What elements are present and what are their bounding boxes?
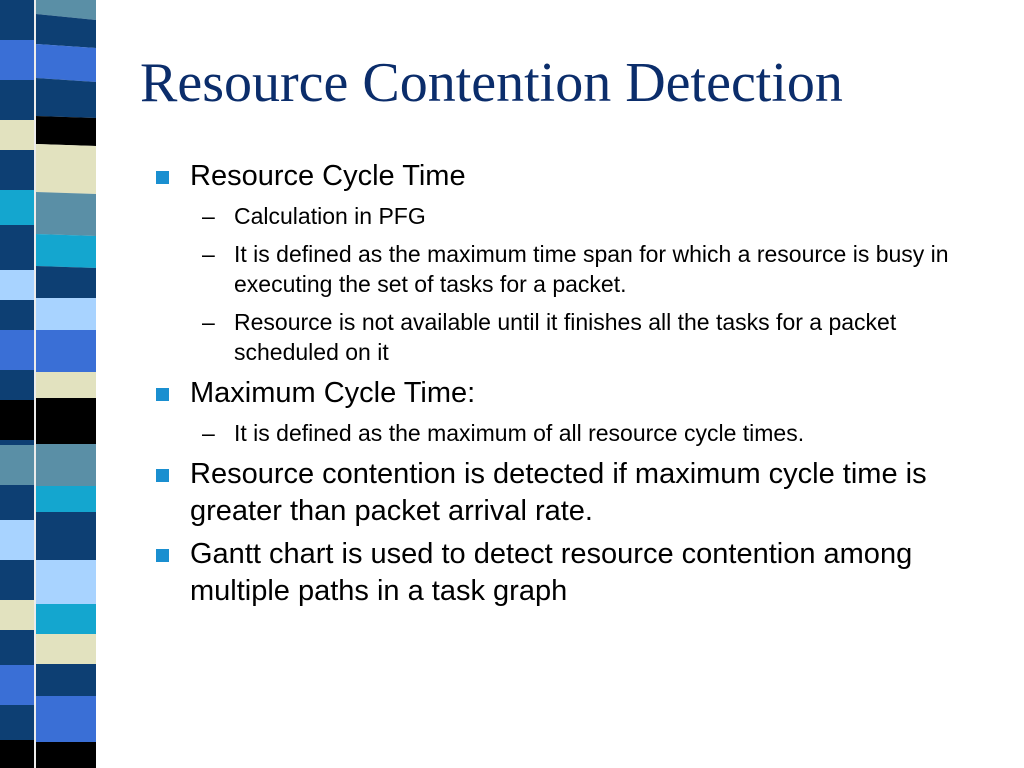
dash-icon: –: [202, 420, 215, 446]
slide-title: Resource Contention Detection: [140, 52, 843, 114]
sub-bullet-text: Resource is not available until it finishes all the tasks for a packet scheduled on it: [234, 309, 897, 365]
bullet-gantt-chart: [150, 536, 990, 610]
square-bullet-icon: [156, 469, 169, 482]
dash-icon: –: [202, 241, 215, 267]
bullet-text: Gantt chart is used to detect resource contention among multiple paths in a task graph: [190, 538, 913, 607]
stripe-pattern: [0, 0, 120, 768]
sub-bullet-text: It is defined as the maximum of all resource cycle times.: [234, 420, 805, 446]
bullet-text: Resource contention is detected if maximum cycle time is greater than packet arrival rate.: [190, 458, 927, 527]
sub-bullet: [150, 418, 990, 448]
sub-bullet: [150, 307, 990, 367]
bullet-text: Maximum Cycle Time:: [190, 377, 476, 409]
bullet-resource-contention: [150, 456, 990, 530]
sub-bullet-text: Calculation in PFG: [234, 203, 426, 229]
sub-bullet: [150, 239, 990, 299]
sub-bullet-text: It is defined as the maximum time span for which a resource is busy in executing the set of tasks for a packet.: [234, 241, 949, 297]
square-bullet-icon: [156, 388, 169, 401]
sub-bullet: [150, 201, 990, 231]
square-bullet-icon: [156, 549, 169, 562]
square-bullet-icon: [156, 171, 169, 184]
slide-content: [150, 158, 990, 616]
decorative-stripe-bar: [0, 0, 120, 768]
dash-icon: –: [202, 203, 215, 229]
bullet-maximum-cycle-time: [150, 375, 990, 412]
dash-icon: –: [202, 309, 215, 335]
bullet-resource-cycle-time: [150, 158, 990, 195]
bullet-text: Resource Cycle Time: [190, 160, 466, 192]
